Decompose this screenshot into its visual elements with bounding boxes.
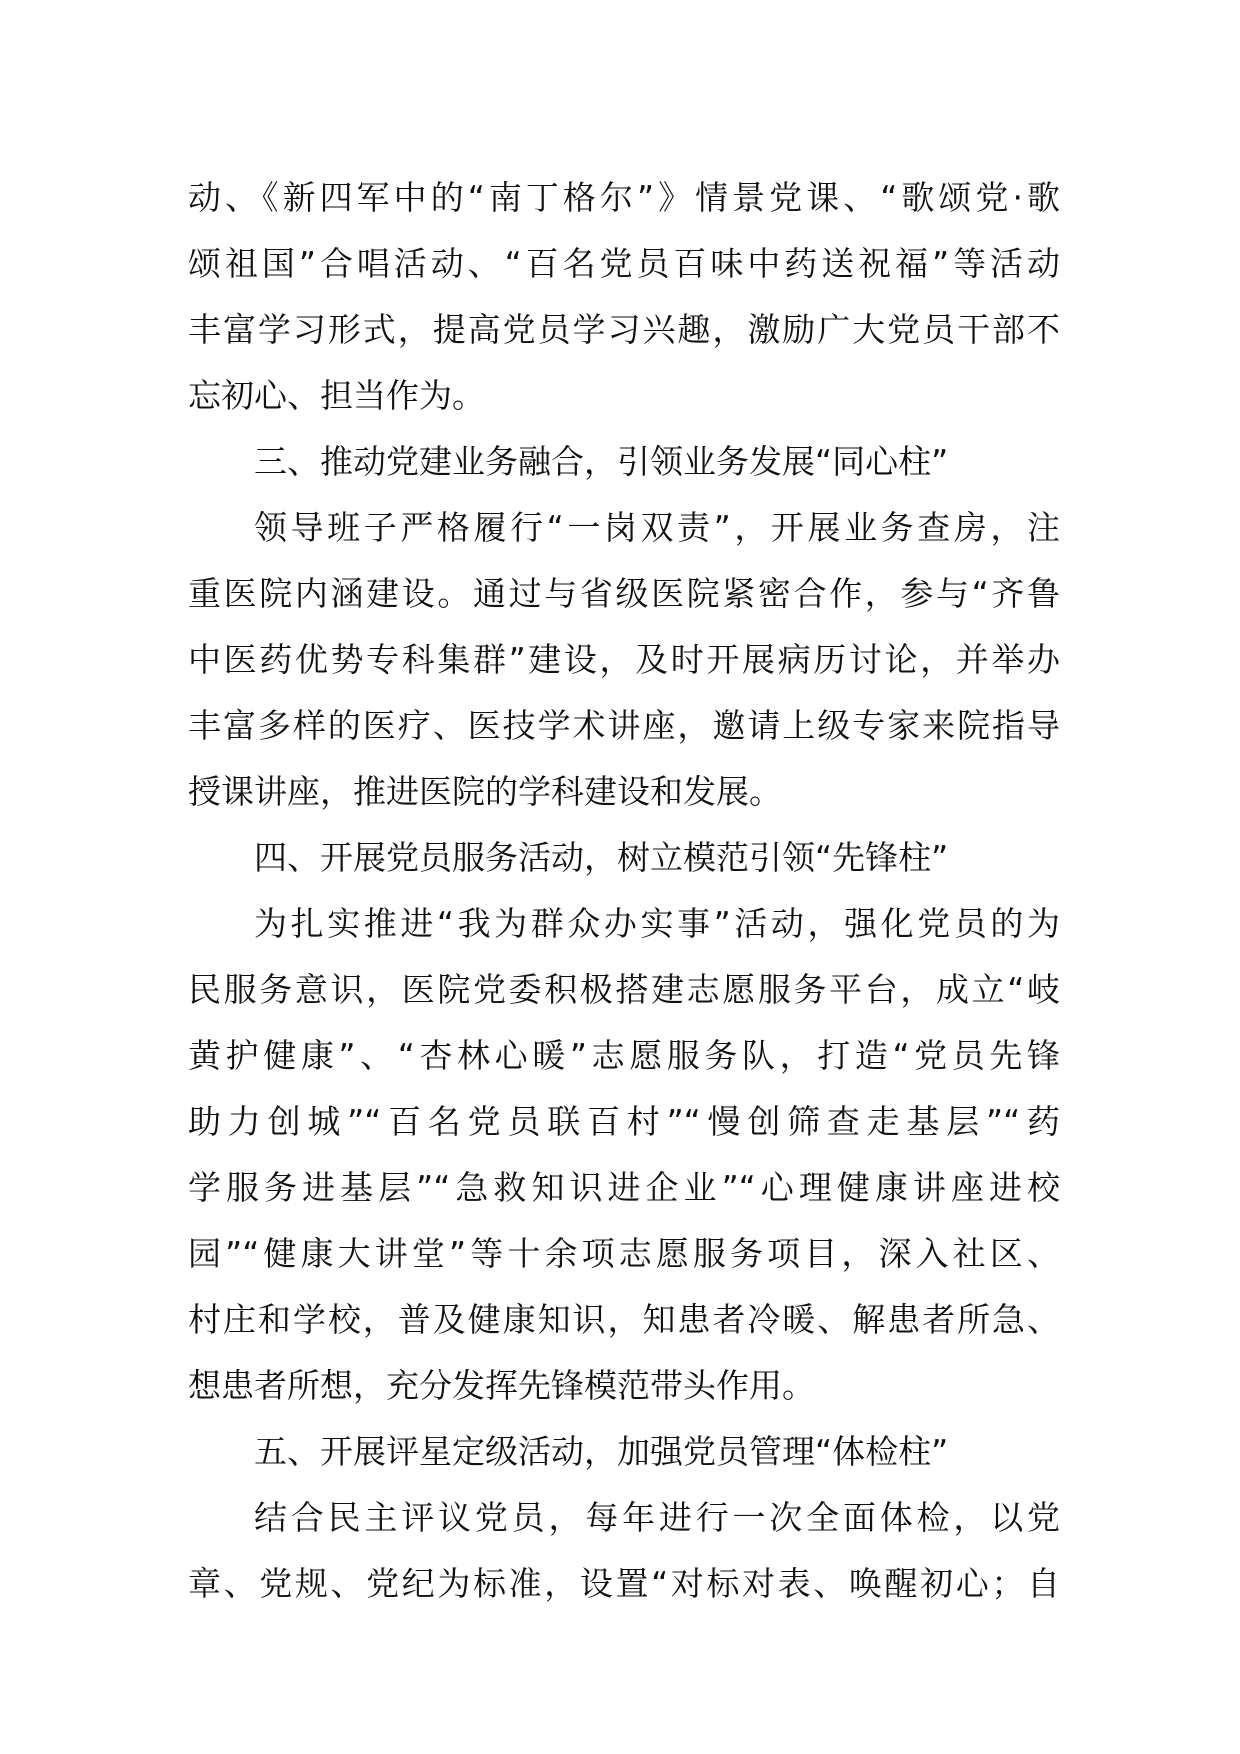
text-line: 动、《新四军中的“南丁格尔”》情景党课、“歌颂党·歌 <box>188 178 1060 217</box>
text-line: 重医院内涵建设。通过与省级医院紧密合作，参与“齐鲁 <box>188 574 1060 613</box>
text-line: 颂祖国”合唱活动、“百名党员百味中药送祝福”等活动 <box>188 244 1060 283</box>
text-line: 园”“健康大讲堂”等十余项志愿服务项目，深入社区、 <box>188 1234 1060 1273</box>
text-line: 忘初心、担当作为。 <box>188 376 485 415</box>
text-line: 结合民主评议党员，每年进行一次全面体检，以党 <box>254 1498 1060 1537</box>
section-heading-4: 四、开展党员服务活动，树立模范引领“先锋柱” <box>254 838 949 877</box>
section-heading-5: 五、开展评星定级活动，加强党员管理“体检柱” <box>254 1432 949 1471</box>
text-line: 为扎实推进“我为群众办实事”活动，强化党员的为 <box>254 904 1060 943</box>
section-heading-3: 三、推动党建业务融合，引领业务发展“同心柱” <box>254 442 949 481</box>
text-line: 村庄和学校，普及健康知识，知患者冷暖、解患者所急、 <box>188 1300 1060 1339</box>
document-body <box>188 165 1060 1617</box>
text-line: 授课讲座，推进医院的学科建设和发展。 <box>188 772 782 811</box>
text-line: 中医药优势专科集群”建设，及时开展病历讨论，并举办 <box>188 640 1060 679</box>
text-line: 学服务进基层”“急救知识进企业”“心理健康讲座进校 <box>188 1168 1060 1207</box>
text-line: 想患者所想，充分发挥先锋模范带头作用。 <box>188 1366 815 1405</box>
text-line: 章、党规、党纪为标准，设置“对标对表、唤醒初心；自 <box>188 1564 1060 1603</box>
text-line: 丰富多样的医疗、医技学术讲座，邀请上级专家来院指导 <box>188 706 1060 745</box>
text-line: 黄护健康”、“杏林心暖”志愿服务队，打造“党员先锋 <box>188 1036 1060 1075</box>
text-line: 民服务意识，医院党委积极搭建志愿服务平台，成立“岐 <box>188 970 1060 1009</box>
text-line: 助力创城”“百名党员联百村”“慢创筛查走基层”“药 <box>188 1102 1060 1141</box>
text-line: 领导班子严格履行“一岗双责”，开展业务查房，注 <box>254 508 1060 547</box>
text-line: 丰富学习形式，提高党员学习兴趣，激励广大党员干部不 <box>188 310 1060 349</box>
